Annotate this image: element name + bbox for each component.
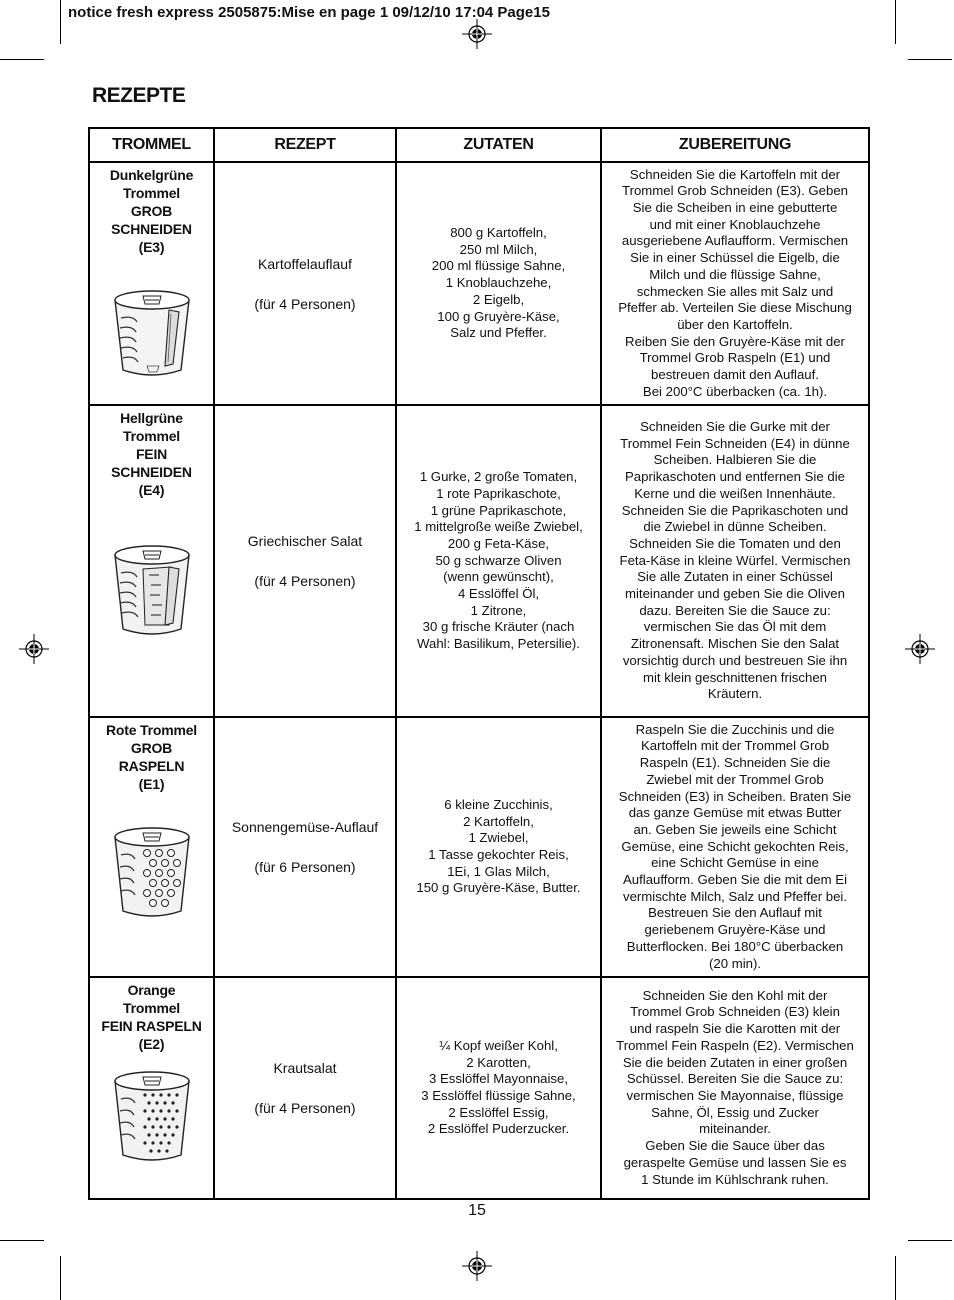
crop-mark [0, 1240, 44, 1241]
drum-cell [89, 405, 214, 717]
drum-label: Rote Trommel GROB RASPELN (E1) [106, 722, 197, 792]
preparation-cell: Schneiden Sie die Kartoffeln mit der Trommel Grob Schneiden (E3). Geben Sie die Scheiben in eine gebutterte und mit einer Knoblauchzehe ausgeriebene Auflaufform. Vermischen Sie in einer Schüssel die Eigelb, die Milch und die flüssige Sahne, schmecken Sie alles mit Salz und Pfeffer ab. Verteilen Sie diese Mischung über den Kartoffeln. Reiben Sie den Gruyère-Käse mit der Trommel Grob Raspeln (E1) und bestreuen damit den Auflauf. Bei 200°C überbacken (ca. 1h). [601, 162, 869, 405]
column-header-zubereitung: ZUBEREITUNG [601, 128, 869, 162]
page-title: REZEPTE [92, 84, 186, 107]
drum-cell [89, 162, 214, 405]
crop-mark [60, 1256, 61, 1300]
recipe-name: Griechischer Salat [247, 533, 363, 549]
ingredients-cell: 6 kleine Zucchinis, 2 Kartoffeln, 1 Zwiebel, 1 Tasse gekochter Reis, 1Ei, 1 Glas Milch, 150 g Gruyère-Käse, Butter. [396, 717, 601, 977]
preparation-cell: Raspeln Sie die Zucchinis und die Kartoffeln mit der Trommel Grob Raspeln (E1). Schneiden Sie die Zwiebel mit der Trommel Grob Schneiden (E3) in Scheiben. Braten Sie das ganze Gemüse mit etwas Butter an. Geben Sie jeweils eine Schicht Gemüse, eine Schicht gekochten Reis, eine Schicht Gemüse in eine Auflaufform. Geben Sie die mit dem Ei vermischte Milch, Salz und Pfeffer bei. Bestreuen Sie den Auflauf mit geriebenem Gruyère-Käse und Butterflocken. Bei 180°C überbacken (20 min). [601, 717, 869, 977]
preparation-cell: Schneiden Sie die Gurke mit der Trommel Fein Schneiden (E4) in dünne Scheiben. Halbieren Sie die Paprikaschoten und entfernen Sie die Kerne und die weißen Innenhäute. Schneiden Sie die Paprikaschoten und die Zwiebel in dünne Scheiben. Schneiden Sie die Tomaten und den Feta-Käse in kleine Würfel. Vermischen Sie alle Zutaten in einer Schüssel miteinander und geben Sie die Oliven dazu. Bereiten Sie die Sauce zu: vermischen Sie das Öl mit dem Zitronensaft. Mischen Sie den Salat vorsichtig durch und bestreuen Sie ihn mit klein geschnittenen frischen Kräutern. [601, 405, 869, 717]
registration-mark-icon [19, 634, 49, 664]
print-slug: notice fresh express 2505875:Mise en page 1 09/12/10 17:04 Page15 [68, 4, 550, 21]
crop-mark [908, 1240, 952, 1241]
table-row [89, 162, 869, 405]
recipe-name: Sonnengemüse-Auflauf [231, 819, 379, 835]
recipe-servings: (für 4 Personen) [254, 295, 356, 312]
drum-cell [89, 977, 214, 1199]
drum-label: Orange Trommel FEIN RASPELN (E2) [101, 982, 202, 1052]
column-header-trommel: TROMMEL [89, 128, 214, 162]
recipe-cell [214, 162, 396, 405]
recipe-name: Kartoffelauflauf [258, 255, 352, 272]
table-row [89, 717, 869, 977]
recipe-servings: (für 4 Personen) [254, 573, 356, 589]
crop-mark [895, 1256, 896, 1300]
crop-mark [60, 0, 61, 44]
table-header-row [89, 128, 869, 162]
slicer-drum-icon [107, 539, 197, 643]
registration-mark-icon [905, 634, 935, 664]
ingredients-cell: ¼ Kopf weißer Kohl, 2 Karotten, 3 Esslöffel Mayonnaise, 3 Esslöffel flüssige Sahne, 2 Esslöffel Essig, 2 Esslöffel Puderzucker. [396, 977, 601, 1199]
ingredients-cell: 1 Gurke, 2 große Tomaten, 1 rote Paprikaschote, 1 grüne Paprikaschote, 1 mittelgroße weiße Zwiebel, 200 g Feta-Käse, 50 g schwarze Oliven (wenn gewünscht), 4 Esslöffel Öl, 1 Zitrone, 30 g frische Kräuter (nach Wahl: Basilikum, Petersilie). [396, 405, 601, 717]
table-row [89, 977, 869, 1199]
recipe-servings: (für 4 Personen) [254, 1100, 356, 1116]
ingredients-cell: 800 g Kartoffeln, 250 ml Milch, 200 ml flüssige Sahne, 1 Knoblauchzehe, 2 Eigelb, 100 g Gruyère-Käse, Salz und Pfeffer. [396, 162, 601, 405]
recipe-servings: (für 6 Personen) [254, 859, 356, 875]
crop-mark [908, 59, 952, 60]
preparation-cell: Schneiden Sie den Kohl mit der Trommel Grob Schneiden (E3) klein und raspeln Sie die Karotten mit der Trommel Fein Raspeln (E2). Vermischen Sie die beiden Zutaten in einer großen Schüssel. Bereiten Sie die Sauce zu: vermischen Sie Mayonnaise, flüssige Sahne, Öl, Essig und Zucker miteinander. Geben Sie die Sauce über das geraspelte Gemüse und lassen Sie es 1 Stunde im Kühlschrank ruhen. [601, 977, 869, 1199]
recipe-cell [214, 977, 396, 1199]
crop-mark [0, 59, 44, 60]
recipe-name: Krautsalat [273, 1060, 337, 1076]
grater-drum-icon [107, 1065, 197, 1169]
registration-mark-icon [462, 19, 492, 49]
column-header-rezept: REZEPT [214, 128, 396, 162]
drum-cell [89, 717, 214, 977]
recipe-table [88, 127, 870, 1200]
column-header-zutaten: ZUTATEN [396, 128, 601, 162]
page-number: 15 [468, 1202, 486, 1219]
drum-label: Dunkelgrüne Trommel GROB SCHNEIDEN (E3) [109, 167, 194, 255]
recipe-cell [214, 717, 396, 977]
crop-mark [895, 0, 896, 44]
slicer-drum-icon [107, 282, 197, 382]
grater-drum-icon [107, 821, 197, 925]
registration-mark-icon [462, 1251, 492, 1281]
recipe-cell [214, 405, 396, 717]
table-row [89, 405, 869, 717]
drum-label: Hellgrüne Trommel FEIN SCHNEIDEN (E4) [111, 410, 192, 498]
